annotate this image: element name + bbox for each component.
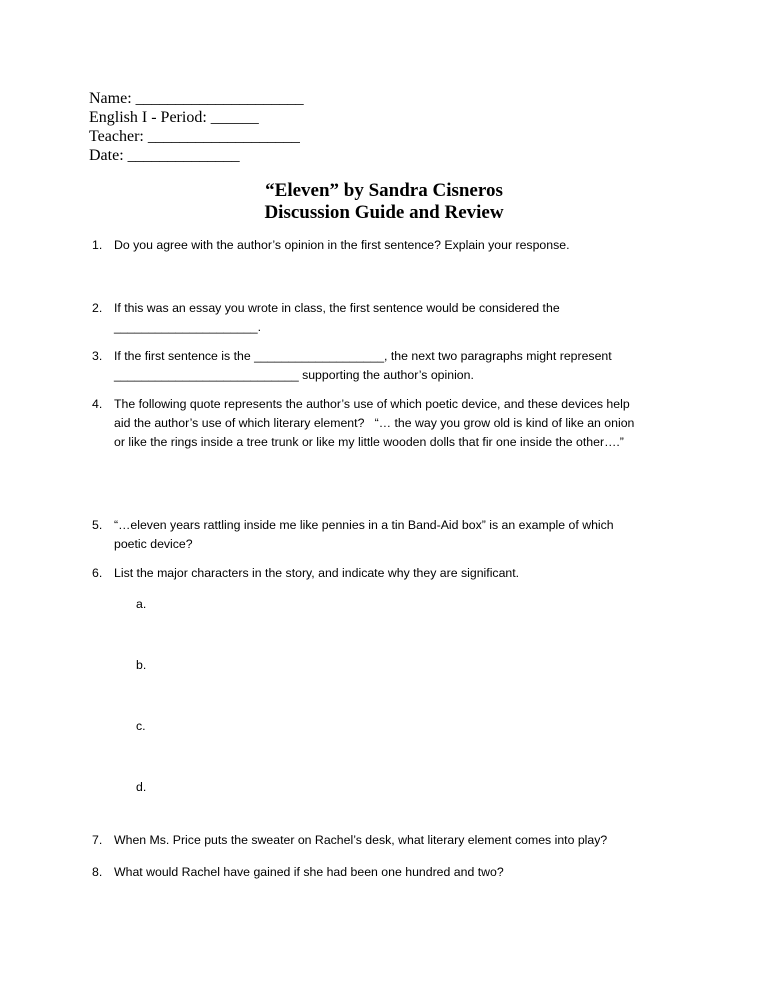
question-text: What would Rachel have gained if she had been one hundred and two? xyxy=(114,865,504,879)
question-number: 4. xyxy=(92,397,103,411)
title-line-1: “Eleven” by Sandra Cisneros xyxy=(265,180,503,201)
question-7 xyxy=(92,831,674,850)
question-5 xyxy=(92,516,674,554)
student-info-header xyxy=(89,89,304,165)
question-text: poetic device? xyxy=(114,537,193,551)
question-number: 1. xyxy=(92,238,103,252)
document-title xyxy=(0,180,768,224)
question-text: ___________________________ supporting the author’s opinion. xyxy=(114,368,474,382)
question-number: 3. xyxy=(92,349,103,363)
answer-item-a: a. xyxy=(136,597,147,611)
question-number: 8. xyxy=(92,865,103,879)
question-8 xyxy=(92,863,674,882)
question-6 xyxy=(92,564,674,583)
question-text: When Ms. Price puts the sweater on Rachel’s desk, what literary element comes into play? xyxy=(114,833,608,847)
question-text: aid the author’s use of which literary element? “… the way you grow old is kind of like an onion xyxy=(114,416,635,430)
answer-item-b: b. xyxy=(136,658,147,672)
question-number: 2. xyxy=(92,301,103,315)
date-line: Date: ______________ xyxy=(89,147,240,164)
question-text: If the first sentence is the ___________________, the next two paragraphs might represent xyxy=(114,349,612,363)
question-text: _____________________. xyxy=(114,320,262,334)
question-text: List the major characters in the story, and indicate why they are significant. xyxy=(114,566,520,580)
question-number: 7. xyxy=(92,833,103,847)
question-1 xyxy=(92,236,674,255)
question-text: or like the rings inside a tree trunk or like my little wooden dolls that fir one inside the other….” xyxy=(114,435,624,449)
question-3 xyxy=(92,347,674,385)
question-number: 6. xyxy=(92,566,103,580)
title-line-2: Discussion Guide and Review xyxy=(264,202,504,223)
question-text: Do you agree with the author’s opinion in the first sentence? Explain your response. xyxy=(114,238,570,252)
period-line: English I - Period: ______ xyxy=(89,109,259,126)
question-text: If this was an essay you wrote in class, the first sentence would be considered the xyxy=(114,301,560,315)
question-number: 5. xyxy=(92,518,103,532)
question-text: “…eleven years rattling inside me like pennies in a tin Band-Aid box” is an example of which xyxy=(114,518,614,532)
answer-item-c: c. xyxy=(136,719,146,733)
question-text: The following quote represents the author’s use of which poetic device, and these devices help xyxy=(114,397,630,411)
name-line: Name: _____________________ xyxy=(89,90,304,107)
question-4 xyxy=(92,395,674,452)
answer-item-d: d. xyxy=(136,780,147,794)
question-2 xyxy=(92,299,674,337)
teacher-line: Teacher: ___________________ xyxy=(89,128,300,145)
